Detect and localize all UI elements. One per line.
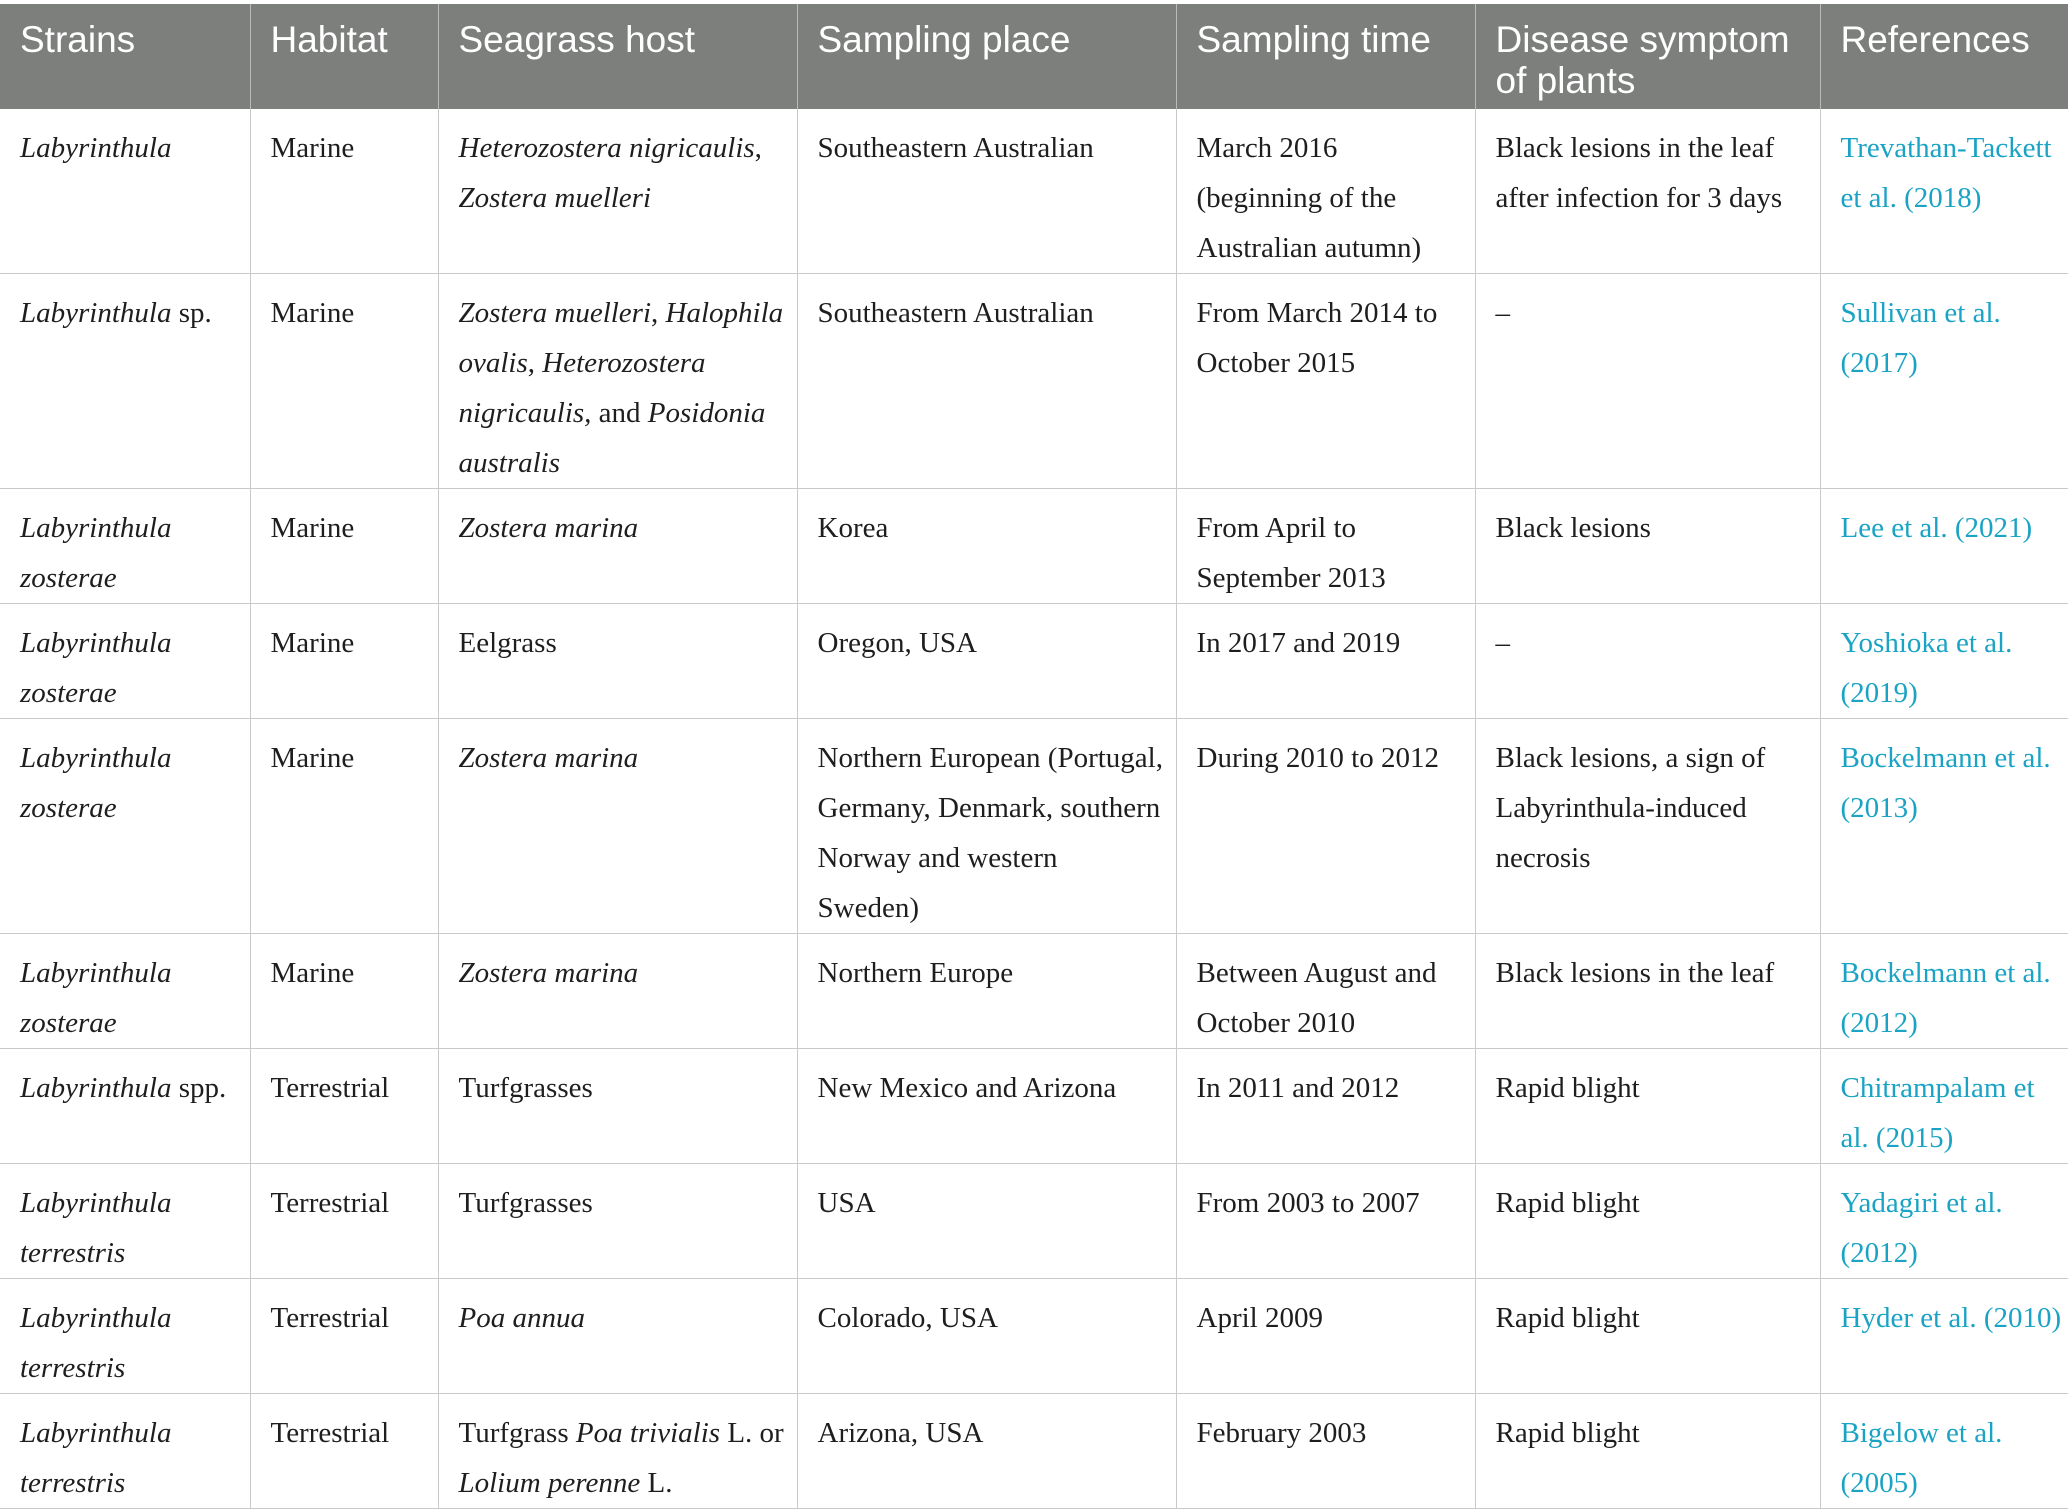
cell-disease-symptom: Black lesions: [1475, 489, 1820, 604]
cell-seagrass-host: [438, 604, 797, 719]
cell-seagrass-host: [438, 1394, 797, 1509]
cell-sampling-place: Korea: [797, 489, 1176, 604]
reference-link[interactable]: Lee et al. (2021): [1820, 489, 2068, 604]
cell-strain-text: Labyrinthula: [20, 297, 172, 329]
cell-strain: [0, 1049, 250, 1164]
cell-disease-symptom: Rapid blight: [1475, 1279, 1820, 1394]
reference-link[interactable]: Trevathan-Tackett et al. (2018): [1820, 109, 2068, 274]
table-row: [0, 604, 2068, 719]
table-row: [0, 934, 2068, 1049]
column-header-seagrass-host: Seagrass host: [438, 4, 797, 109]
cell-disease-symptom: –: [1475, 274, 1820, 489]
cell-sampling-time: From March 2014 to October 2015: [1176, 274, 1475, 489]
cell-seagrass-host-text: and: [591, 397, 648, 429]
cell-habitat: Terrestrial: [250, 1394, 438, 1509]
cell-seagrass-host-text: L. or: [720, 1417, 784, 1449]
cell-seagrass-host-text: Halophila ovalis: [458, 297, 784, 379]
cell-sampling-place: USA: [797, 1164, 1176, 1279]
table-row: [0, 1164, 2068, 1279]
reference-link[interactable]: Bockelmann et al. (2013): [1820, 719, 2068, 934]
cell-sampling-time: In 2011 and 2012: [1176, 1049, 1475, 1164]
table-row: [0, 109, 2068, 274]
cell-sampling-place: Southeastern Australian: [797, 109, 1176, 274]
column-header-sampling-place: Sampling place: [797, 4, 1176, 109]
cell-strain-text: Labyrinthula: [20, 1072, 172, 1104]
table-body: [0, 109, 2068, 1509]
cell-strain: [0, 109, 250, 274]
cell-sampling-time: April 2009: [1176, 1279, 1475, 1394]
cell-seagrass-host-text: Turfgrasses: [458, 1187, 593, 1219]
cell-sampling-time: From April to September 2013: [1176, 489, 1475, 604]
cell-seagrass-host-text: ,: [651, 297, 666, 329]
cell-sampling-place: Northern European (Portugal, Germany, Denmark, southern Norway and western Sweden): [797, 719, 1176, 934]
cell-seagrass-host-text: Zostera muelleri: [458, 297, 652, 329]
cell-seagrass-host-text: L.: [640, 1467, 673, 1499]
data-table: [0, 4, 2068, 1509]
cell-sampling-time: During 2010 to 2012: [1176, 719, 1475, 934]
cell-disease-symptom: Black lesions in the leaf: [1475, 934, 1820, 1049]
reference-link[interactable]: Hyder et al. (2010): [1820, 1279, 2068, 1394]
cell-strain: [0, 274, 250, 489]
cell-habitat: Terrestrial: [250, 1164, 438, 1279]
cell-seagrass-host-text: Poa trivialis: [575, 1417, 721, 1449]
cell-habitat: Marine: [250, 604, 438, 719]
cell-disease-symptom: Rapid blight: [1475, 1394, 1820, 1509]
cell-habitat: Terrestrial: [250, 1279, 438, 1394]
cell-sampling-place: Colorado, USA: [797, 1279, 1176, 1394]
cell-strain-text: Labyrinthula terrestris: [20, 1417, 172, 1499]
cell-strain: [0, 719, 250, 934]
reference-link[interactable]: Yadagiri et al. (2012): [1820, 1164, 2068, 1279]
reference-link[interactable]: Sullivan et al. (2017): [1820, 274, 2068, 489]
cell-seagrass-host: [438, 1279, 797, 1394]
cell-sampling-place: Arizona, USA: [797, 1394, 1176, 1509]
cell-strain-text: Labyrinthula terrestris: [20, 1187, 172, 1269]
cell-sampling-time: Between August and October 2010: [1176, 934, 1475, 1049]
cell-sampling-place: New Mexico and Arizona: [797, 1049, 1176, 1164]
reference-link[interactable]: Chitrampalam et al. (2015): [1820, 1049, 2068, 1164]
cell-seagrass-host: [438, 109, 797, 274]
cell-strain: [0, 1394, 250, 1509]
cell-strain: [0, 1279, 250, 1394]
cell-seagrass-host-text: Eelgrass: [458, 627, 557, 659]
cell-seagrass-host-text: Lolium perenne: [458, 1467, 641, 1499]
column-header-habitat: Habitat: [250, 4, 438, 109]
cell-disease-symptom: –: [1475, 604, 1820, 719]
cell-seagrass-host: [438, 489, 797, 604]
cell-strain: [0, 489, 250, 604]
cell-seagrass-host-text: Turfgrasses: [458, 1072, 593, 1104]
cell-disease-symptom: Black lesions, a sign of Labyrinthula-induced necrosis: [1475, 719, 1820, 934]
column-header-references: References: [1820, 4, 2068, 109]
table-row: [0, 489, 2068, 604]
reference-link[interactable]: Bigelow et al. (2005): [1820, 1394, 2068, 1509]
reference-link[interactable]: Bockelmann et al. (2012): [1820, 934, 2068, 1049]
cell-habitat: Terrestrial: [250, 1049, 438, 1164]
cell-seagrass-host: [438, 1164, 797, 1279]
cell-sampling-time: From 2003 to 2007: [1176, 1164, 1475, 1279]
cell-seagrass-host-text: Turfgrass: [458, 1417, 576, 1449]
cell-disease-symptom: Rapid blight: [1475, 1164, 1820, 1279]
cell-sampling-time: February 2003: [1176, 1394, 1475, 1509]
table-header: [0, 4, 2068, 109]
cell-habitat: Marine: [250, 109, 438, 274]
column-header-sampling-time: Sampling time: [1176, 4, 1475, 109]
cell-sampling-place: Southeastern Australian: [797, 274, 1176, 489]
cell-habitat: Marine: [250, 719, 438, 934]
cell-seagrass-host-text: Heterozostera nigricaulis: [458, 132, 755, 164]
cell-strain-text: Labyrinthula zosterae: [20, 957, 172, 1039]
table-row: [0, 1049, 2068, 1164]
cell-disease-symptom: Black lesions in the leaf after infection for 3 days: [1475, 109, 1820, 274]
cell-seagrass-host-text: ,: [754, 132, 762, 164]
cell-seagrass-host-text: Heterozostera nigricaulis,: [458, 347, 706, 429]
cell-habitat: Marine: [250, 489, 438, 604]
cell-seagrass-host: [438, 1049, 797, 1164]
cell-strain-text: Labyrinthula zosterae: [20, 512, 172, 594]
cell-seagrass-host: [438, 934, 797, 1049]
cell-strain: [0, 604, 250, 719]
cell-disease-symptom: Rapid blight: [1475, 1049, 1820, 1164]
cell-seagrass-host: [438, 274, 797, 489]
cell-sampling-time: March 2016 (beginning of the Australian autumn): [1176, 109, 1475, 274]
cell-seagrass-host-text: Posidonia australis: [458, 397, 766, 479]
column-header-disease-symptom: Disease symptom of plants: [1475, 4, 1820, 109]
table-row: [0, 1394, 2068, 1509]
cell-habitat: Marine: [250, 934, 438, 1049]
cell-seagrass-host-text: Zostera marina: [458, 512, 639, 544]
table-row: [0, 1279, 2068, 1394]
cell-strain: [0, 934, 250, 1049]
table-row: [0, 719, 2068, 934]
cell-sampling-place: Northern Europe: [797, 934, 1176, 1049]
cell-seagrass-host-text: ,: [527, 347, 543, 379]
cell-strain-text: sp.: [171, 297, 212, 329]
cell-strain-text: Labyrinthula zosterae: [20, 627, 172, 709]
cell-strain-text: spp.: [171, 1072, 227, 1104]
column-header-strains: Strains: [0, 4, 250, 109]
cell-seagrass-host-text: Zostera muelleri: [458, 182, 652, 214]
cell-habitat: Marine: [250, 274, 438, 489]
cell-strain-text: Labyrinthula terrestris: [20, 1302, 172, 1384]
table-row: [0, 274, 2068, 489]
cell-seagrass-host-text: Zostera marina: [458, 957, 639, 989]
cell-sampling-time: In 2017 and 2019: [1176, 604, 1475, 719]
cell-seagrass-host-text: Zostera marina: [458, 742, 639, 774]
header-row: [0, 4, 2068, 109]
cell-strain-text: Labyrinthula zosterae: [20, 742, 172, 824]
cell-seagrass-host: [438, 719, 797, 934]
cell-sampling-place: Oregon, USA: [797, 604, 1176, 719]
reference-link[interactable]: Yoshioka et al. (2019): [1820, 604, 2068, 719]
cell-strain: [0, 1164, 250, 1279]
cell-strain-text: Labyrinthula: [20, 132, 172, 164]
cell-seagrass-host-text: Poa annua: [458, 1302, 585, 1334]
